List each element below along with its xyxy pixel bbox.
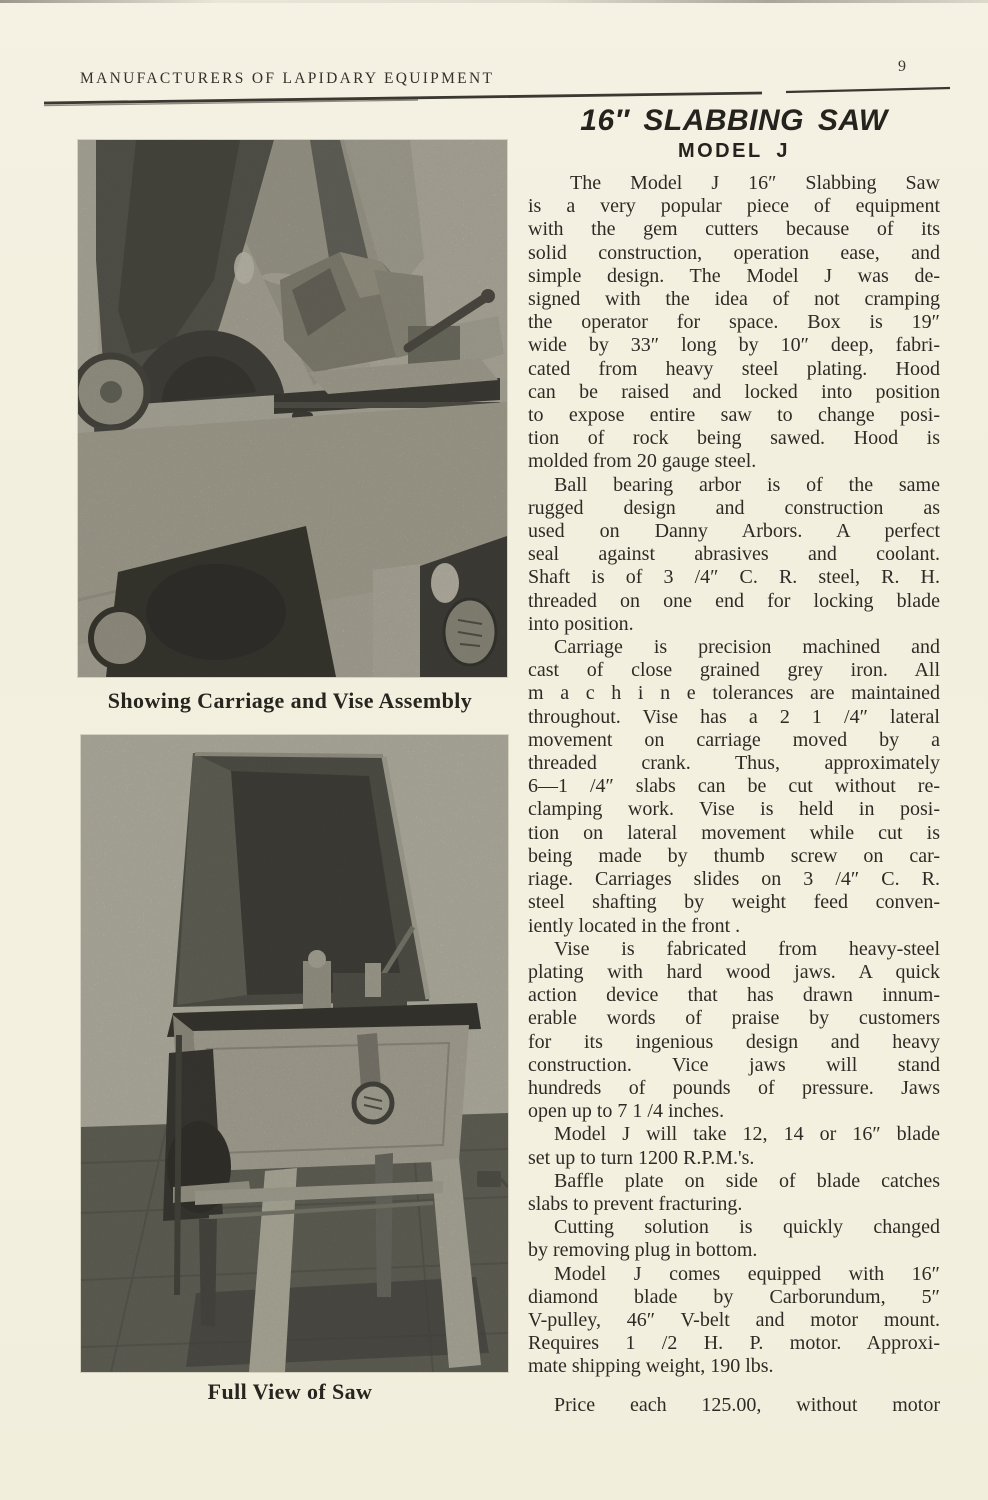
text-line: to expose entire saw to change posi- <box>528 404 940 427</box>
text-line: slabs to prevent fracturing. <box>528 1192 743 1215</box>
text-line: can be raised and locked into position <box>528 380 940 403</box>
text-line: solid construction, operation ease, and <box>528 241 940 264</box>
text-line: set up to turn 1200 R.P.M.'s. <box>528 1146 755 1169</box>
text-line: the operator for space. Box is 19″ <box>528 311 940 334</box>
text-line: rugged design and construction as <box>528 496 940 519</box>
paragraph <box>528 1263 940 1379</box>
text-line: being made by thumb screw on car- <box>528 844 940 867</box>
text-line: threaded on one end for locking blade <box>528 589 940 612</box>
text-line: used on Danny Arbors. A perfect <box>528 520 940 543</box>
article-title: 16″ SLABBING SAW <box>580 104 888 137</box>
article-subtitle: MODEL J <box>677 140 791 162</box>
text-line: tion on lateral movement while cut is <box>528 821 940 844</box>
text-line: movement on carriage moved by a <box>528 728 940 751</box>
text-line: Cutting solution is quickly changed <box>554 1216 940 1239</box>
price-line: Price each 125.00, without motor <box>554 1393 940 1416</box>
text-line: erable words of praise by customers <box>528 1007 940 1030</box>
text-line: is a very popular piece of equipment <box>528 195 940 218</box>
text-line: with the gem cutters because of its <box>528 218 940 241</box>
figure-caption: Full View of Saw <box>207 1379 373 1404</box>
text-line: 6—1 /4″ slabs can be cut without re- <box>528 775 940 798</box>
text-line: plating with hard wood jaws. A quick <box>528 960 940 983</box>
text-line: wide by 33″ long by 10″ deep, fabri- <box>528 334 940 357</box>
paragraph <box>528 636 940 938</box>
paragraph <box>528 1170 940 1216</box>
text-line: threaded crank. Thus, approximately <box>528 752 940 775</box>
text-line: hundreds of pounds of pressure. Jaws <box>528 1076 940 1099</box>
text-line: open up to 7 1 /4 inches. <box>528 1100 725 1123</box>
article-column <box>528 104 940 1417</box>
header-title: MANUFACTURERS OF LAPIDARY EQUIPMENT <box>80 70 495 87</box>
text-line: mate shipping weight, 190 lbs. <box>528 1355 774 1378</box>
figure-caption: Showing Carriage and Vise Assembly <box>107 688 473 713</box>
text-line: tion of rock being sawed. Hood is <box>528 427 940 450</box>
article-body <box>528 172 940 1379</box>
text-line: Ball bearing arbor is of the same <box>554 473 940 496</box>
text-line: Model J will take 12, 14 or 16″ blade <box>554 1123 940 1146</box>
text-line: cast of close grained grey iron. All <box>528 659 940 682</box>
text-line: Model J comes equipped with 16″ <box>554 1262 940 1285</box>
figure-carriage-vise-photo <box>78 140 507 677</box>
text-line: V-pulley, 46″ V-belt and motor mount. <box>528 1308 940 1331</box>
paragraph <box>528 1216 940 1262</box>
paragraph <box>528 172 940 474</box>
text-line: construction. Vice jaws will stand <box>528 1053 940 1076</box>
text-line: iently located in the front . <box>528 914 741 937</box>
page-number: 9 <box>898 58 906 75</box>
text-line: riage. Carriages slides on 3 /4″ C. R. <box>528 868 940 891</box>
text-line: throughout. Vise has a 2 1 /4″ lateral <box>528 705 940 728</box>
text-line: Requires 1 /2 H. P. motor. Approxi- <box>528 1332 940 1355</box>
text-line: simple design. The Model J was de- <box>528 264 940 287</box>
text-line: Baffle plate on side of blade catches <box>554 1169 940 1192</box>
text-line: Shaft is of 3 /4″ C. R. steel, R. H. <box>528 566 940 589</box>
text-line: signed with the idea of not cramping <box>528 288 940 311</box>
text-line: clamping work. Vise is held in posi- <box>528 798 940 821</box>
text-line: The Model J 16″ Slabbing Saw <box>570 172 940 194</box>
text-line: for its ingenious design and heavy <box>528 1030 940 1053</box>
paragraph <box>528 1123 940 1169</box>
paragraph <box>528 938 940 1124</box>
text-line: diamond blade by Carborundum, 5″ <box>528 1285 940 1308</box>
text-line: into position. <box>528 612 634 635</box>
text-line: molded from 20 gauge steel. <box>528 450 757 473</box>
text-line: by removing plug in bottom. <box>528 1239 758 1262</box>
text-line: seal against abrasives and coolant. <box>528 543 940 566</box>
text-line: steel shafting by weight feed conven- <box>528 891 940 914</box>
text-line: cated from heavy steel plating. Hood <box>528 357 940 380</box>
text-line: Vise is fabricated from heavy-steel <box>554 937 940 960</box>
text-line: action device that has drawn innum- <box>528 984 940 1007</box>
paragraph <box>528 474 940 636</box>
text-line: m a c h i n e tolerances are maintained <box>528 682 940 705</box>
figure-full-view-photo <box>81 735 508 1372</box>
scan-edge-artifact <box>0 0 988 3</box>
text-line: Carriage is precision machined and <box>554 636 940 659</box>
